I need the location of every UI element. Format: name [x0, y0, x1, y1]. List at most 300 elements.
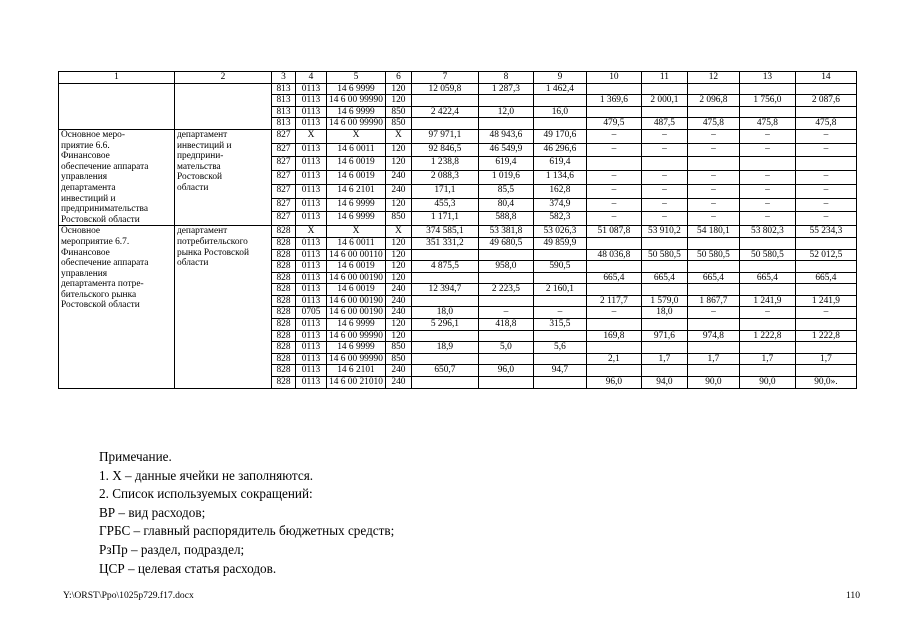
- value-cell: –: [739, 129, 795, 143]
- code-cell: 14 6 0011: [327, 237, 386, 249]
- code-cell: 850: [385, 106, 411, 118]
- value-cell: 12 394,7: [411, 284, 478, 296]
- value-cell: [478, 95, 533, 107]
- value-cell: –: [687, 171, 739, 185]
- value-cell: –: [586, 143, 641, 157]
- value-cell: 171,1: [411, 184, 478, 198]
- code-cell: 828: [272, 226, 296, 238]
- header-cell: 2: [175, 72, 272, 84]
- value-cell: [795, 157, 856, 171]
- value-cell: 55 234,3: [795, 226, 856, 238]
- value-cell: 665,4: [641, 272, 687, 284]
- value-cell: 2 088,3: [411, 171, 478, 185]
- code-cell: 0113: [296, 249, 327, 261]
- value-cell: [795, 284, 856, 296]
- value-cell: 90,0: [739, 377, 795, 389]
- code-cell: 0113: [296, 157, 327, 171]
- value-cell: –: [795, 198, 856, 212]
- value-cell: –: [586, 184, 641, 198]
- value-cell: –: [641, 184, 687, 198]
- value-cell: [739, 83, 795, 95]
- code-cell: 120: [385, 237, 411, 249]
- code-cell: 827: [272, 171, 296, 185]
- value-cell: –: [795, 129, 856, 143]
- code-cell: 850: [385, 353, 411, 365]
- value-cell: –: [795, 143, 856, 157]
- value-cell: –: [586, 198, 641, 212]
- value-cell: 1 222,8: [795, 330, 856, 342]
- value-cell: –: [687, 198, 739, 212]
- value-cell: [687, 342, 739, 354]
- value-cell: [586, 365, 641, 377]
- value-cell: [411, 95, 478, 107]
- code-cell: 0705: [296, 307, 327, 319]
- code-cell: 850: [385, 342, 411, 354]
- code-cell: 14 6 9999: [327, 106, 386, 118]
- header-cell: 14: [795, 72, 856, 84]
- value-cell: [641, 261, 687, 273]
- value-cell: 12 059,8: [411, 83, 478, 95]
- code-cell: 828: [272, 377, 296, 389]
- value-cell: 2 422,4: [411, 106, 478, 118]
- value-cell: 2 096,8: [687, 95, 739, 107]
- value-cell: 588,8: [478, 212, 533, 226]
- value-cell: [687, 261, 739, 273]
- code-cell: 120: [385, 272, 411, 284]
- value-cell: 1 238,8: [411, 157, 478, 171]
- value-cell: 90,0: [687, 377, 739, 389]
- code-cell: X: [296, 226, 327, 238]
- value-cell: 1 241,9: [739, 295, 795, 307]
- value-cell: [739, 365, 795, 377]
- code-cell: X: [327, 129, 386, 143]
- value-cell: 1 287,3: [478, 83, 533, 95]
- table-row: [59, 129, 857, 143]
- code-cell: 14 6 00 99990: [327, 118, 386, 130]
- code-cell: 120: [385, 143, 411, 157]
- value-cell: 50 580,5: [687, 249, 739, 261]
- code-cell: 14 6 00 00190: [327, 295, 386, 307]
- value-cell: [533, 353, 586, 365]
- code-cell: 120: [385, 249, 411, 261]
- code-cell: 120: [385, 330, 411, 342]
- value-cell: [795, 106, 856, 118]
- code-cell: 14 6 9999: [327, 198, 386, 212]
- value-cell: [739, 157, 795, 171]
- value-cell: [586, 157, 641, 171]
- value-cell: 1 134,6: [533, 171, 586, 185]
- value-cell: –: [687, 143, 739, 157]
- code-cell: 0113: [296, 284, 327, 296]
- note-line: ГРБС – главный распорядитель бюджетных средств;: [99, 523, 395, 539]
- value-cell: [795, 342, 856, 354]
- value-cell: –: [795, 307, 856, 319]
- value-cell: 650,7: [411, 365, 478, 377]
- code-cell: 0113: [296, 365, 327, 377]
- code-cell: 14 6 0019: [327, 157, 386, 171]
- value-cell: [411, 330, 478, 342]
- value-cell: –: [795, 212, 856, 226]
- value-cell: –: [641, 143, 687, 157]
- value-cell: 665,4: [739, 272, 795, 284]
- value-cell: 18,0: [411, 307, 478, 319]
- value-cell: [533, 95, 586, 107]
- value-cell: 974,8: [687, 330, 739, 342]
- value-cell: [533, 272, 586, 284]
- value-cell: 1 369,6: [586, 95, 641, 107]
- code-cell: 828: [272, 249, 296, 261]
- code-cell: X: [385, 129, 411, 143]
- executor-cell: [175, 83, 272, 129]
- page-number: 110: [845, 590, 860, 601]
- value-cell: 48 943,6: [478, 129, 533, 143]
- value-cell: [687, 157, 739, 171]
- value-cell: [687, 284, 739, 296]
- code-cell: 14 6 9999: [327, 83, 386, 95]
- value-cell: [411, 295, 478, 307]
- value-cell: 94,0: [641, 377, 687, 389]
- value-cell: 162,8: [533, 184, 586, 198]
- value-cell: [533, 377, 586, 389]
- value-cell: 48 036,8: [586, 249, 641, 261]
- code-cell: 14 6 00 00190: [327, 272, 386, 284]
- code-cell: 14 6 0019: [327, 171, 386, 185]
- value-cell: –: [641, 198, 687, 212]
- value-cell: 665,4: [795, 272, 856, 284]
- value-cell: 85,5: [478, 184, 533, 198]
- header-cell: 7: [411, 72, 478, 84]
- header-cell: 11: [641, 72, 687, 84]
- value-cell: 53 910,2: [641, 226, 687, 238]
- code-cell: 828: [272, 330, 296, 342]
- value-cell: 1 867,7: [687, 295, 739, 307]
- value-cell: [687, 83, 739, 95]
- code-cell: 828: [272, 365, 296, 377]
- value-cell: –: [586, 212, 641, 226]
- code-cell: 240: [385, 365, 411, 377]
- value-cell: 455,3: [411, 198, 478, 212]
- code-cell: 0113: [296, 342, 327, 354]
- code-cell: 827: [272, 157, 296, 171]
- value-cell: [478, 353, 533, 365]
- value-cell: [586, 106, 641, 118]
- value-cell: 46 549,9: [478, 143, 533, 157]
- value-cell: –: [739, 212, 795, 226]
- value-cell: 1 756,0: [739, 95, 795, 107]
- code-cell: 240: [385, 295, 411, 307]
- value-cell: [411, 377, 478, 389]
- header-row: [59, 72, 857, 84]
- code-cell: 240: [385, 284, 411, 296]
- value-cell: [687, 237, 739, 249]
- code-cell: 0113: [296, 95, 327, 107]
- budget-table: [58, 71, 857, 389]
- value-cell: [586, 261, 641, 273]
- code-cell: 14 6 0019: [327, 284, 386, 296]
- value-cell: –: [739, 143, 795, 157]
- value-cell: 50 580,5: [641, 249, 687, 261]
- value-cell: –: [641, 129, 687, 143]
- code-cell: X: [327, 226, 386, 238]
- code-cell: 0113: [296, 237, 327, 249]
- value-cell: [641, 106, 687, 118]
- value-cell: [586, 342, 641, 354]
- value-cell: –: [687, 184, 739, 198]
- value-cell: [478, 249, 533, 261]
- value-cell: 619,4: [478, 157, 533, 171]
- code-cell: 813: [272, 83, 296, 95]
- code-cell: 813: [272, 95, 296, 107]
- code-cell: 0113: [296, 295, 327, 307]
- value-cell: [533, 330, 586, 342]
- value-cell: 315,5: [533, 319, 586, 331]
- value-cell: 94,7: [533, 365, 586, 377]
- table-row: [59, 83, 857, 95]
- value-cell: [478, 272, 533, 284]
- value-cell: 51 087,8: [586, 226, 641, 238]
- value-cell: 52 012,5: [795, 249, 856, 261]
- header-cell: 5: [327, 72, 386, 84]
- value-cell: 50 580,5: [739, 249, 795, 261]
- value-cell: 2 117,7: [586, 295, 641, 307]
- value-cell: 374 585,1: [411, 226, 478, 238]
- value-cell: 2 223,5: [478, 284, 533, 296]
- code-cell: 14 6 9999: [327, 319, 386, 331]
- value-cell: [687, 319, 739, 331]
- code-cell: 828: [272, 319, 296, 331]
- value-cell: 90,0».: [795, 377, 856, 389]
- value-cell: –: [586, 307, 641, 319]
- value-cell: 53 381,8: [478, 226, 533, 238]
- value-cell: 96,0: [586, 377, 641, 389]
- value-cell: [739, 284, 795, 296]
- program-name-cell: [59, 83, 175, 129]
- header-cell: 10: [586, 72, 641, 84]
- note-line: ЦСР – целевая статья расходов.: [99, 560, 277, 576]
- value-cell: 46 296,6: [533, 143, 586, 157]
- value-cell: 97 971,1: [411, 129, 478, 143]
- value-cell: [687, 365, 739, 377]
- value-cell: 475,8: [687, 118, 739, 130]
- value-cell: [795, 319, 856, 331]
- value-cell: 49 170,6: [533, 129, 586, 143]
- value-cell: [739, 106, 795, 118]
- code-cell: 828: [272, 272, 296, 284]
- value-cell: [641, 365, 687, 377]
- code-cell: 828: [272, 237, 296, 249]
- code-cell: 0113: [296, 330, 327, 342]
- note-line: 2. Список используемых сокращений:: [99, 486, 313, 502]
- value-cell: 49 680,5: [478, 237, 533, 249]
- value-cell: 49 859,9: [533, 237, 586, 249]
- value-cell: [586, 83, 641, 95]
- code-cell: 120: [385, 198, 411, 212]
- value-cell: 4 875,5: [411, 261, 478, 273]
- code-cell: 827: [272, 184, 296, 198]
- value-cell: 5,6: [533, 342, 586, 354]
- value-cell: –: [641, 212, 687, 226]
- value-cell: [411, 272, 478, 284]
- value-cell: [478, 377, 533, 389]
- value-cell: 487,5: [641, 118, 687, 130]
- value-cell: 2,1: [586, 353, 641, 365]
- header-cell: 6: [385, 72, 411, 84]
- value-cell: [795, 261, 856, 273]
- code-cell: 813: [272, 118, 296, 130]
- code-cell: 827: [272, 143, 296, 157]
- value-cell: 665,4: [687, 272, 739, 284]
- value-cell: [411, 249, 478, 261]
- header-cell: 8: [478, 72, 533, 84]
- value-cell: –: [478, 307, 533, 319]
- value-cell: [795, 365, 856, 377]
- code-cell: 0113: [296, 118, 327, 130]
- code-cell: 120: [385, 83, 411, 95]
- code-cell: 0113: [296, 353, 327, 365]
- note-title: Примечание.: [99, 449, 172, 464]
- code-cell: 240: [385, 171, 411, 185]
- value-cell: 1,7: [641, 353, 687, 365]
- value-cell: 1,7: [795, 353, 856, 365]
- value-cell: –: [586, 129, 641, 143]
- program-name-cell: Основное мероприятие 6.7. Финансовое обеспечение аппарата управления департамента потре- бительского рынка Ростовской области: [59, 226, 175, 388]
- value-cell: –: [687, 307, 739, 319]
- header-cell: 4: [296, 72, 327, 84]
- value-cell: 1,7: [739, 353, 795, 365]
- code-cell: 14 6 9999: [327, 342, 386, 354]
- code-cell: 850: [385, 118, 411, 130]
- value-cell: [739, 319, 795, 331]
- value-cell: 475,8: [739, 118, 795, 130]
- code-cell: 828: [272, 261, 296, 273]
- value-cell: [795, 237, 856, 249]
- value-cell: [586, 319, 641, 331]
- value-cell: 1 462,4: [533, 83, 586, 95]
- code-cell: 14 6 00 99990: [327, 330, 386, 342]
- value-cell: –: [687, 129, 739, 143]
- value-cell: [641, 319, 687, 331]
- code-cell: 827: [272, 129, 296, 143]
- code-cell: 0113: [296, 272, 327, 284]
- note-line: РзПр – раздел, подраздел;: [99, 541, 245, 557]
- code-cell: 120: [385, 157, 411, 171]
- code-cell: 14 6 0011: [327, 143, 386, 157]
- code-cell: 0113: [296, 83, 327, 95]
- value-cell: –: [533, 307, 586, 319]
- code-cell: 14 6 2101: [327, 184, 386, 198]
- header-cell: 1: [59, 72, 175, 84]
- code-cell: 14 6 00 99990: [327, 353, 386, 365]
- code-cell: 14 6 00 00110: [327, 249, 386, 261]
- value-cell: [739, 237, 795, 249]
- value-cell: 1 579,0: [641, 295, 687, 307]
- value-cell: [411, 118, 478, 130]
- value-cell: –: [795, 184, 856, 198]
- value-cell: 169,8: [586, 330, 641, 342]
- value-cell: 971,6: [641, 330, 687, 342]
- code-cell: 828: [272, 307, 296, 319]
- value-cell: 80,4: [478, 198, 533, 212]
- executor-cell: департамент потребительского рынка Ростовской области: [175, 226, 272, 388]
- code-cell: 14 6 0019: [327, 261, 386, 273]
- value-cell: [641, 83, 687, 95]
- code-cell: 828: [272, 295, 296, 307]
- value-cell: 53 802,3: [739, 226, 795, 238]
- value-cell: 475,8: [795, 118, 856, 130]
- value-cell: 590,5: [533, 261, 586, 273]
- value-cell: 1 241,9: [795, 295, 856, 307]
- value-cell: –: [641, 171, 687, 185]
- code-cell: 0113: [296, 143, 327, 157]
- value-cell: [739, 261, 795, 273]
- value-cell: [478, 330, 533, 342]
- code-cell: 120: [385, 261, 411, 273]
- value-cell: 5,0: [478, 342, 533, 354]
- code-cell: 827: [272, 212, 296, 226]
- value-cell: 18,0: [641, 307, 687, 319]
- value-cell: 1 171,1: [411, 212, 478, 226]
- code-cell: 0113: [296, 212, 327, 226]
- note-line: ВР – вид расходов;: [99, 504, 206, 520]
- code-cell: 850: [385, 212, 411, 226]
- value-cell: [533, 295, 586, 307]
- value-cell: 2 000,1: [641, 95, 687, 107]
- table-row: [59, 226, 857, 238]
- code-cell: 0113: [296, 198, 327, 212]
- value-cell: 1 019,6: [478, 171, 533, 185]
- value-cell: 2 160,1: [533, 284, 586, 296]
- value-cell: 1 222,8: [739, 330, 795, 342]
- code-cell: 0113: [296, 171, 327, 185]
- program-name-cell: Основное меро- приятие 6.6. Финансовое обеспечение аппарата управления департамента инвестиций и предпринимательства Ростовской области: [59, 129, 175, 225]
- code-cell: 0113: [296, 184, 327, 198]
- code-cell: 240: [385, 307, 411, 319]
- value-cell: 5 296,1: [411, 319, 478, 331]
- value-cell: –: [687, 212, 739, 226]
- value-cell: 958,0: [478, 261, 533, 273]
- value-cell: [641, 237, 687, 249]
- note-line: 1. Х – данные ячейки не заполняются.: [99, 467, 314, 483]
- value-cell: 479,5: [586, 118, 641, 130]
- value-cell: 92 846,5: [411, 143, 478, 157]
- value-cell: –: [739, 184, 795, 198]
- code-cell: 0113: [296, 261, 327, 273]
- code-cell: 828: [272, 353, 296, 365]
- value-cell: [739, 342, 795, 354]
- value-cell: 374,9: [533, 198, 586, 212]
- code-cell: 0113: [296, 106, 327, 118]
- value-cell: 54 180,1: [687, 226, 739, 238]
- value-cell: –: [795, 171, 856, 185]
- value-cell: [687, 106, 739, 118]
- value-cell: 582,3: [533, 212, 586, 226]
- code-cell: 14 6 2101: [327, 365, 386, 377]
- code-cell: 828: [272, 284, 296, 296]
- value-cell: 619,4: [533, 157, 586, 171]
- code-cell: 813: [272, 106, 296, 118]
- file-path: Y:\ORST\Ppo\1025p729.f17.docx: [63, 590, 194, 601]
- header-cell: 3: [272, 72, 296, 84]
- code-cell: 120: [385, 319, 411, 331]
- code-cell: 14 6 9999: [327, 212, 386, 226]
- code-cell: X: [385, 226, 411, 238]
- value-cell: –: [586, 171, 641, 185]
- code-cell: 240: [385, 184, 411, 198]
- code-cell: 0113: [296, 319, 327, 331]
- value-cell: –: [739, 198, 795, 212]
- value-cell: [641, 284, 687, 296]
- header-cell: 9: [533, 72, 586, 84]
